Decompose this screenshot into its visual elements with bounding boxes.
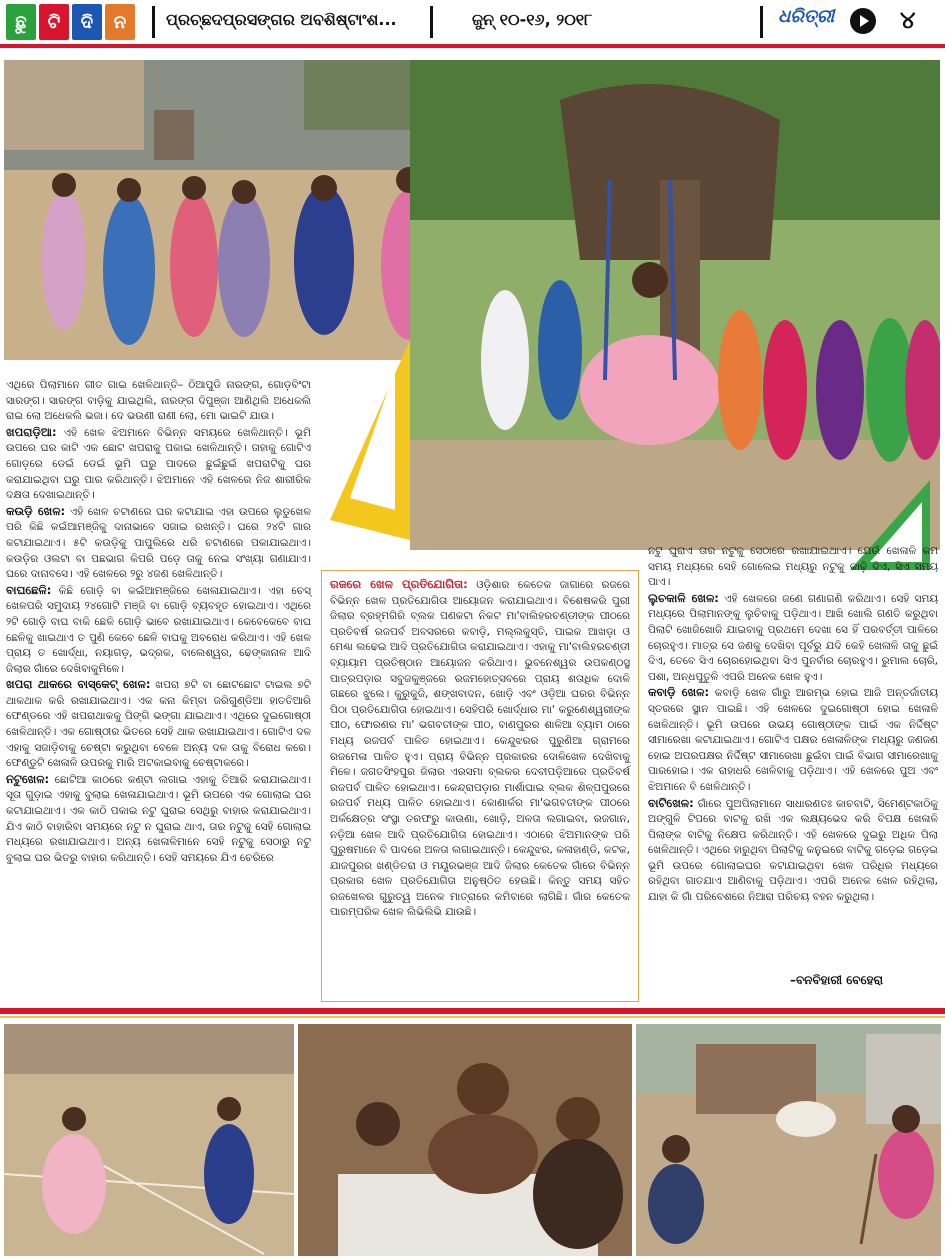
masthead-letter: ଛୁ <box>6 4 36 40</box>
paragraph: କବାଡ଼ି ଖେଳ ଗାଁରୁ ଆରମ୍ଭ ହୋଇ ଆଜି ଅନ୍ତର୍ଜାତୀୟ ସ୍ତରରେ ସ୍ଥାନ ପାଇଛି। ଏହି ଖେଳରେ ଦୁଇଗୋଷ୍ଠୀ ହୋଇ ଖେଳାଳି ଖେଳିଥାନ୍ତି। ଭୂମି ଉପରେ ଉଭୟ ଗୋଷ୍ଠୀଙ୍କ ପାଇଁ ଏକ ନିର୍ଦ୍ଦିଷ୍ଟ ସୀମାରେଖା କଟାଯାଇଥାଏ। ଗୋଟିଏ ପକ୍ଷର ଖେଳାଳିଙ୍କ ମଧ୍ୟରୁ ଜଣଜଣ ହୋଇ ଅପରପକ୍ଷର ନିର୍ଦ୍ଦିଷ୍ଟ ସୀମାରେଖା ଛୁଇଁବା ପାଇଁ ବିଭାଗ ସୀମାରେଖାକୁ ପାରହୋଇ। ଏକ ରାହାଧରି ଖେଳିବାକୁ ପଡ଼ିଥାଏ। ଏହି ଖେଳରେ ପୁଅ ଏବଂ ଝିଅମାନେ ବି ଖେଳିଥାନ୍ତି। <box>648 687 938 793</box>
paragraph: ଗାଁରେ ପୁଅପିଲାମାନେ ସାଧାରଣତଃ କାଚବାଟି, ସିମେଣ୍ଟକାଠିକୁ ଅଙ୍ଗୁଳି ଟିପରେ ବାଟକୁ ରଖି ଏକ ଲକ୍ଷ୍ୟଭେଦ କରି ବିପକ୍ଷ ଖେଳାଳି ପିଲାଙ୍କ ବାଟିକୁ ନିକ୍ଷେପ କରିଥାନ୍ତି। ଏହି ଖେଳରେ ଦୁଇରୁ ଅଧିକ ପିଲା ଖେଳିଥାନ୍ତି। ଏଥିରେ ହାରୁଥିବା ପିଲାଟିକୁ କନୁଇରେ ବାଟିକୁ ଗଡ଼େଇ ଗଡ଼େଇ ଭୂମି ଉପରେ ଗୋଲାଇଘର କଟାଯାଇଥିବା ଖେଳ ପରିଧିର ମଧ୍ୟରେ ରହିଥିବା ଗାତଯାଏ ଆଣିବାକୁ ପଡ଼ିଥାଏ। ଏପରି ଅନେକ ଖେଳ ରହିଥିଲା, ଯାହା କି ଗାଁ ପରିବେଶରେ ନିଆରା ପରିଚୟ ବହନ କରୁଥିଲା। <box>648 797 938 904</box>
paragraph: ଏହି ଖେଳରେ ଜଣେ ଗଣାଗଣି କରିଥାଏ। ସେହି ସମୟ ମଧ୍ୟରେ ପିଲାମାନଙ୍କୁ ଲୁଚିବାକୁ ପଡ଼ିଥାଏ। ଆଖି ଖୋଲି ଗଣତି କରୁଥିବା ପିଲାଟି ଖୋଜିଖୋଜି ଯାଇବାକୁ ପ୍ରଥମେ ଦେଖା ସେ ହିଁ ପରବର୍ତ୍ତୀ ପାଳିରେ ଚୋରହୁଏ। ମାତ୍ର ସେ ଜଣକୁ ଦେଖିବା ପୂର୍ବରୁ ଯଦି କେହି ଖେଳାଳି ତାକୁ ଛୁଇଁ ଦିଏ, ତେବେ ସିଏ ଚୋରହୋଇଥିବା ସିଏ ପୁନର୍ବାର ଚୋରହୁଏ। ରୁମାଲ ଚୋରି, ପଶା, ଅନ୍ଧପୁତୁଳି ଏପରି ଅନେକ ଖେଳ ହୁଏ। <box>648 592 939 683</box>
play-icon <box>850 8 876 34</box>
masthead-letter: ଦି <box>72 4 102 40</box>
masthead-letter: ଟି <box>39 4 69 40</box>
sidebar-box-raja-games <box>321 570 639 1002</box>
bottom-rule-accent <box>0 1016 945 1018</box>
subheading: ଖପରା ଥାକରେ ବାସ୍କେଟ୍ ଖେଳ: <box>6 677 151 692</box>
subheading: ଖପରାଡ଼ିଆ: <box>6 424 57 439</box>
photo-girls-playing <box>4 60 460 360</box>
photo-elders-game <box>298 1024 632 1256</box>
paragraph: ଏଥିରେ ପିଲାମାନେ ଗୀତ ଗାଇ ଖେଳିଥାନ୍ତି– ଠିଆପୁଡି ନାରଙ୍ଗ, ଗୋଡ଼ବିଂଟା ସାରଙ୍ଗ। ସାରଙ୍ଗ ବାଡ଼ିକୁ ଯାଇଥିଲି, ନାରଙ୍ଗ ଦିପୁଞ୍ଜା ଆଣିଥିଲି ଅଧେକଲି ରାଇ ଲୋ ଅଧେକଲି ଭଜା। ଦେ ଭଉଣୀ ରାଣୀ ଲୋ, ମୋ ଭାଇଟି ଯାଉ। <box>6 379 311 423</box>
masthead <box>6 4 135 40</box>
masthead-letter: ନ <box>105 4 135 40</box>
box-heading: ରଜରେ ଖେଳ ପ୍ରତିଯୋଗିତା: <box>330 577 468 591</box>
article-column-1 <box>6 378 311 866</box>
page-header <box>0 0 945 44</box>
header-rule <box>0 44 945 48</box>
subheading: ଲୁଚକାଳି ଖେଳ: <box>648 590 719 605</box>
subheading: ବାଟିଖେଳ: <box>648 795 694 810</box>
paragraph: ଖପରା ୭ଟି ବା ଛୋଟଛୋଟ ଟାଇଲ ୭ଟି ଥାକଥାକ କରି ରଖାଯାଇଥାଏ। ଏକ କନା କିମ୍ବା ଜରିଗୁଣ୍ଡିଆ ହାତତିଆରି ଫେଣ୍ଡରେ ଏହି ଖପରାଥାକକୁ ପିଙ୍ଗି ଭଙ୍ଗା ଯାଇଥାଏ। ଏଥିରେ ଦୁଇଗୋଷ୍ଠୀ ଖେଳିଥାନ୍ତି। ଏକ ଗୋଷ୍ଠୀର ଭିତରେ ସେହି ଥାକ ରଖାଯାଇଥାଏ। ଗୋଟିଏ ଦଳ ଏହାକୁ ସଜାଡ଼ିବାକୁ ଚେଷ୍ଟା କରୁଥିବା ବେଳେ ଅନ୍ୟ ଦଳ ତାକୁ ବିରୋଧ କରେ। ଫେଣ୍ଡୁଟି ଖେଳାଳି ଉପରକୁ ମାରି ଅଟକାଇବାକୁ ଚେଷ୍ଟାକରେ। <box>6 679 311 770</box>
article-column-3 <box>648 544 938 906</box>
paragraph: ନଟୁ ଘୁରାଏ ତାର ନଟୁକୁ ସେଠାରେ ରଖାଯାଇଥାଏ। ଯେଉଁ ଖେଳାଳି କମ ସମୟ ମଧ୍ୟରେ ସେହି ଗୋଲେଇ ମଧ୍ୟରୁ ନଟୁକୁ କାଢ଼ି ଦିଏ, ସିଏ ସମୟ ପାଏ। <box>648 545 938 589</box>
photo-boys-marbles <box>636 1024 941 1256</box>
decorative-triangle <box>320 330 420 550</box>
bottom-rule <box>0 1008 945 1014</box>
section-title: ପ୍ରଚ୍ଛଦପ୍ରସଙ୍ଗର ଅବଶିଷ୍ଟାଂଶ... <box>166 10 397 29</box>
subheading: ବାଘଛେଳି: <box>6 582 52 597</box>
paragraph: ଏହି ଖେଳ ଝିଅମାନେ ବିଭିନ୍ନ ସମୟରେ ଖେଳିଥାନ୍ତି। ଭୂମି ଉପରେ ଘର କାଟି ଏକ ଛୋଟ ଖପରାକୁ ପକାଇ ଖେଳିଥାନ୍ତି। ତାହାକୁ ଗୋଟିଏ ଗୋଡ଼ରେ ଡେଇଁ ଡେଇଁ ଭୂମି ଘରୁ ପାଦରେ ଛୁଇଁଛୁଇଁ ଖପରାଟିକୁ ଘର କରାଯାଇଥିବା ଘରୁ ପାର କରିଥାନ୍ତି। ଝିଅମାନେ ଏହି ଖେଳରେ ନିଜ ଶାରୀରିକ ଦକ୍ଷତା ଦେଖାଇଥାନ୍ତି। <box>6 426 311 502</box>
paragraph: କିଛି ଗୋଡ଼ି ବା କଇଁଆମଞ୍ଜିରେ ଖେଳାଯାଇଥାଏ। ଏହା ଚେସ୍ ଖେଳପରି ସମୁଦାୟ ୨୪ଗୋଟି ମଞ୍ଜି ବା ଗୋଡ଼ି ବ୍ୟବହୃତ ହୋଇଥାଏ। ଏଥିରେ ୨ଟି ଗୋଡ଼ି ବାଘ ବାକି ଛେଳି ଗୋଡ଼ି ଭାବେ ରଖାଯାଇଥାଏ। କେବେକେବେ ବାଘ ଛେଳିକୁ ଖାଇଥାଏ ତ ପୁଣି କେବେ ଛେଳି ବାଘକୁ ଅବରୋଧ କରିଥାଏ। ଏହି ଖେଳ ପ୍ରାୟ ତ ଖୋର୍ଦ୍ଧା, ନୟାଗଡ଼, ଭଦ୍ରକ, ବାଲେଶ୍ୱର, ଢେଙ୍କାନାଳ ଆଦି ଜିଲାର ଗାଁରେ ଦେଖିବାକୁମିଳେ। <box>6 584 311 675</box>
header-divider <box>152 6 155 38</box>
paragraph: ଛୋଟିଆ କାଠରେ କଣ୍ଟା ଲଗାଇ ଏହାକୁ ତିଆରି କରାଯାଇଥାଏ। ସୂତା ଗୁଡ଼ାଇ ଏହାକୁ ବୁଲାଇ ଖେଳାଯାଇଥାଏ। ଭୂମି ଉପରେ ଏକ ଗୋଲାଇ ଘର କଟାଯାଇଥାଏ। ଏକ କାଠି ପକାଇ ନଟୁ ଘୁରାଇ ସେଥିରୁ ବାହାର କରାଯାଇଥାଏ। ଯିଏ କାଠି ବାହାରିବା ସମୟରେ ନଟୁ ନ ଘୁରାଇ ଥାଏ, ତାର ନଟୁକୁ ସେହି ଗୋଲାଇ ମଧ୍ୟରେ ରଖାଯାଇଥାଏ। ଅନ୍ୟ ଖେଳାଳିମାନେ ସେହି ନଟୁକୁ ସେଠାରୁ ନଟୁ ବୁଲାଇ ଘର ଭିତରୁ ବାହାର କରିଥାନ୍ତି। ସେହି ସମୟରେ ଯିଏ ଚେରିରେ <box>6 773 311 864</box>
author-byline: –ବନବିହାରୀ ବେହେରା <box>790 973 884 987</box>
paragraph: ଓଡ଼ିଶାର କେତେକ ଜାଗାରେ ରଜରେ ବିଭିନ୍ନ ଖେଳ ପ୍ରତିଯୋଗିତା ଆୟୋଜନ କରାଯାଇଥାଏ। ବିଶେଷକରି ପୁରୀ ଜିଲାର ବ୍ରହ୍ମଗିରି ବ୍ଲକ ପଣକଟା ନିକଟ ମା'ବାଲିହରଚଣ୍ଡୀଙ୍କ ପୀଠରେ ପ୍ରତିବର୍ଷ ରଜପର୍ବ ଅବସରରେ କବାଡ଼ି, ମଲ୍ଲକୁସ୍ତି, ପାଇକ ଆଖଡ଼ା ଓ ମେଣ୍ଢା ଲଢେଇ ଆଦି ପ୍ରତିଯୋଗିତା କରାଯାଇଥାଏ। ଏହାକୁ ମା'ବାଲିହରଚଣ୍ଡୀ ବ୍ୟାୟାମ ପ୍ରତିଷ୍ଠାନ ଆୟୋଜନ କରିଥାଏ। ଭୁବନେଶ୍ୱର ଉପକଣ୍ଠସ୍ଥ ପାତ୍ରପଡ଼ାର ସବୁଜକୁଞ୍ଜରେ ରଜମହୋତ୍ସବରେ ପ୍ରାୟ ଶତାଧିକ ଦୋଳି ଗଛରେ ଝୁଲେ। କୁରୁକୁଜି, ଶଙ୍ଖବାଦନ, ଖୋଡ଼ି ଏବଂ ଓଡ଼ିଆ ଘରର ବିଭିନ୍ନ ପିଠା ପ୍ରତିଯୋଗିତା ହୋଇଥାଏ। ସେହିପରି ଖୋର୍ଦ୍ଧାର ମା' କରୁଣେଶ୍ୱରୀଙ୍କ ପୀଠ, ଫୋରଣର ମା' ଭଗବତୀଙ୍କ ପୀଠ, ବାଣପୁରର ଶାଳିଆ ବ୍ୟାମ ଠାରେ ମଧ୍ୟ ରଜପର୍ବ ପାଳିତ ହୋଇଥାଏ। କେନ୍ଦୁଝରର ପୁରୁଣିଆ ଗ୍ରାମରେ ରଜମେଳା ପାଳିତ ହୁଏ। ପ୍ରାୟ ବିଭିନ୍ନ ପ୍ରକାରର ଦୋଳିଖେଳ ଦେଖିବାକୁ ମିଳେ। ଜଗତସିଂହପୁର ଜିଲାର ଏରସମା ବ୍ଲକର ଦେବୀପଡ଼ିଆରେ ପ୍ରତିବର୍ଷ ରଜପର୍ବ ପାଳିତ ହୋଇଥାଏ। କେନ୍ଦ୍ରାପଡ଼ାର ମାର୍ଶାଘାଇ ବ୍ଲକ ଶିଳ୍ପପୁରରେ ରଜପର୍ବ ମଧ୍ୟ ପାଳିତ ହୋଇଥାଏ। କୋଣାର୍କର ମା'ଭଗବତୀଙ୍କ ପୀଠରେ ଅର୍କକ୍ଷେତ୍ର ସଂସ୍ଥା ତରଫରୁ କାଉଣା, ଖୋଡ଼ି, ଅଳତା ଲଗାଇବା, ରଜଗାନ, ନଡ଼ିଆ ଖେଳ ଆଦି ପ୍ରତିଯୋଗିତା ହୋଇଥାଏ। ଏଠାରେ ଝିଅମାନଙ୍କ ପରି ପୁରୁଷମାନେ ବି ପାଦରେ ଅଳତା ଲଗାଇଥାନ୍ତି। କେନ୍ଦୁଝର, କଳାହାଣ୍ଡି, କଟକ, ଯାଜପୁରର ଖଣ୍ଡିତରା ଓ ମୟୂରଭଞ୍ଜ ଆଦି ଜିଲାର କେତେକ ଗାଁରେ ବିଭିନ୍ନ ପ୍ରକାର ଖେଳ ପ୍ରତିଯୋଗିତା ଅନୁଷ୍ଠିତ ହେଉଛି। କିନ୍ତୁ ସମୟ ସହିତ ରଜଖେଳର ଗୁରୁତ୍ୱ ଅନେକ ମାତ୍ରାରେ କମିବାରେ ଲାଗିଛି। ଗାଁର କେତେକ ପାରମ୍ପରିକ ଖେଳ ଲିଭିଲିଭି ଯାଉଛି। <box>330 579 630 919</box>
newspaper-logo: ଧରିତ୍ରୀ <box>778 6 835 27</box>
subheading: କବାଡ଼ି ଖେଳ: <box>648 685 710 700</box>
header-divider <box>430 6 433 38</box>
photo-hopscotch <box>4 1024 294 1256</box>
header-divider <box>760 6 763 38</box>
page-number: ୪ <box>900 6 916 34</box>
issue-date: ଜୁନ୍ ୧୦-୧୬, ୨୦୧୮ <box>472 10 593 29</box>
subheading: ନଟୁଖେଳ: <box>6 771 50 786</box>
paragraph: ଏହି ଖେଳ ଚଟାଣରେ ଘର କଟାଯାଇ ଏହା ଉପରେ ଲୁଡୁଖେଳ ପରି କିଛି କଇଁଆମଞ୍ଜିକୁ ଦାନାଭାବେ ସଜାଇ ରଖନ୍ତି। ଘରେ ୨୪ଟି ଗାର କଟାଯାଇଥାଏ। ୫ଟି କଉଡ଼ିକୁ ପାପୁଲିରେ ଧରି ଚଟାଣରେ ପକାଯାଇଥାଏ। କଉଡ଼ିର ଓଲଟା ବା ପଛଭାଗ କିପରି ପଡ଼େ ତାକୁ ନେଇ ସଂଖ୍ୟା ଗଣାଯାଏ। ଘରେ ଦାନାବସେ। ଏହି ଖେଳରେ ୨ରୁ ୪ଜଣ ଖେଳିଥାନ୍ତି। <box>6 505 311 581</box>
subheading: କଉଡ଼ି ଖେଳ: <box>6 503 66 518</box>
